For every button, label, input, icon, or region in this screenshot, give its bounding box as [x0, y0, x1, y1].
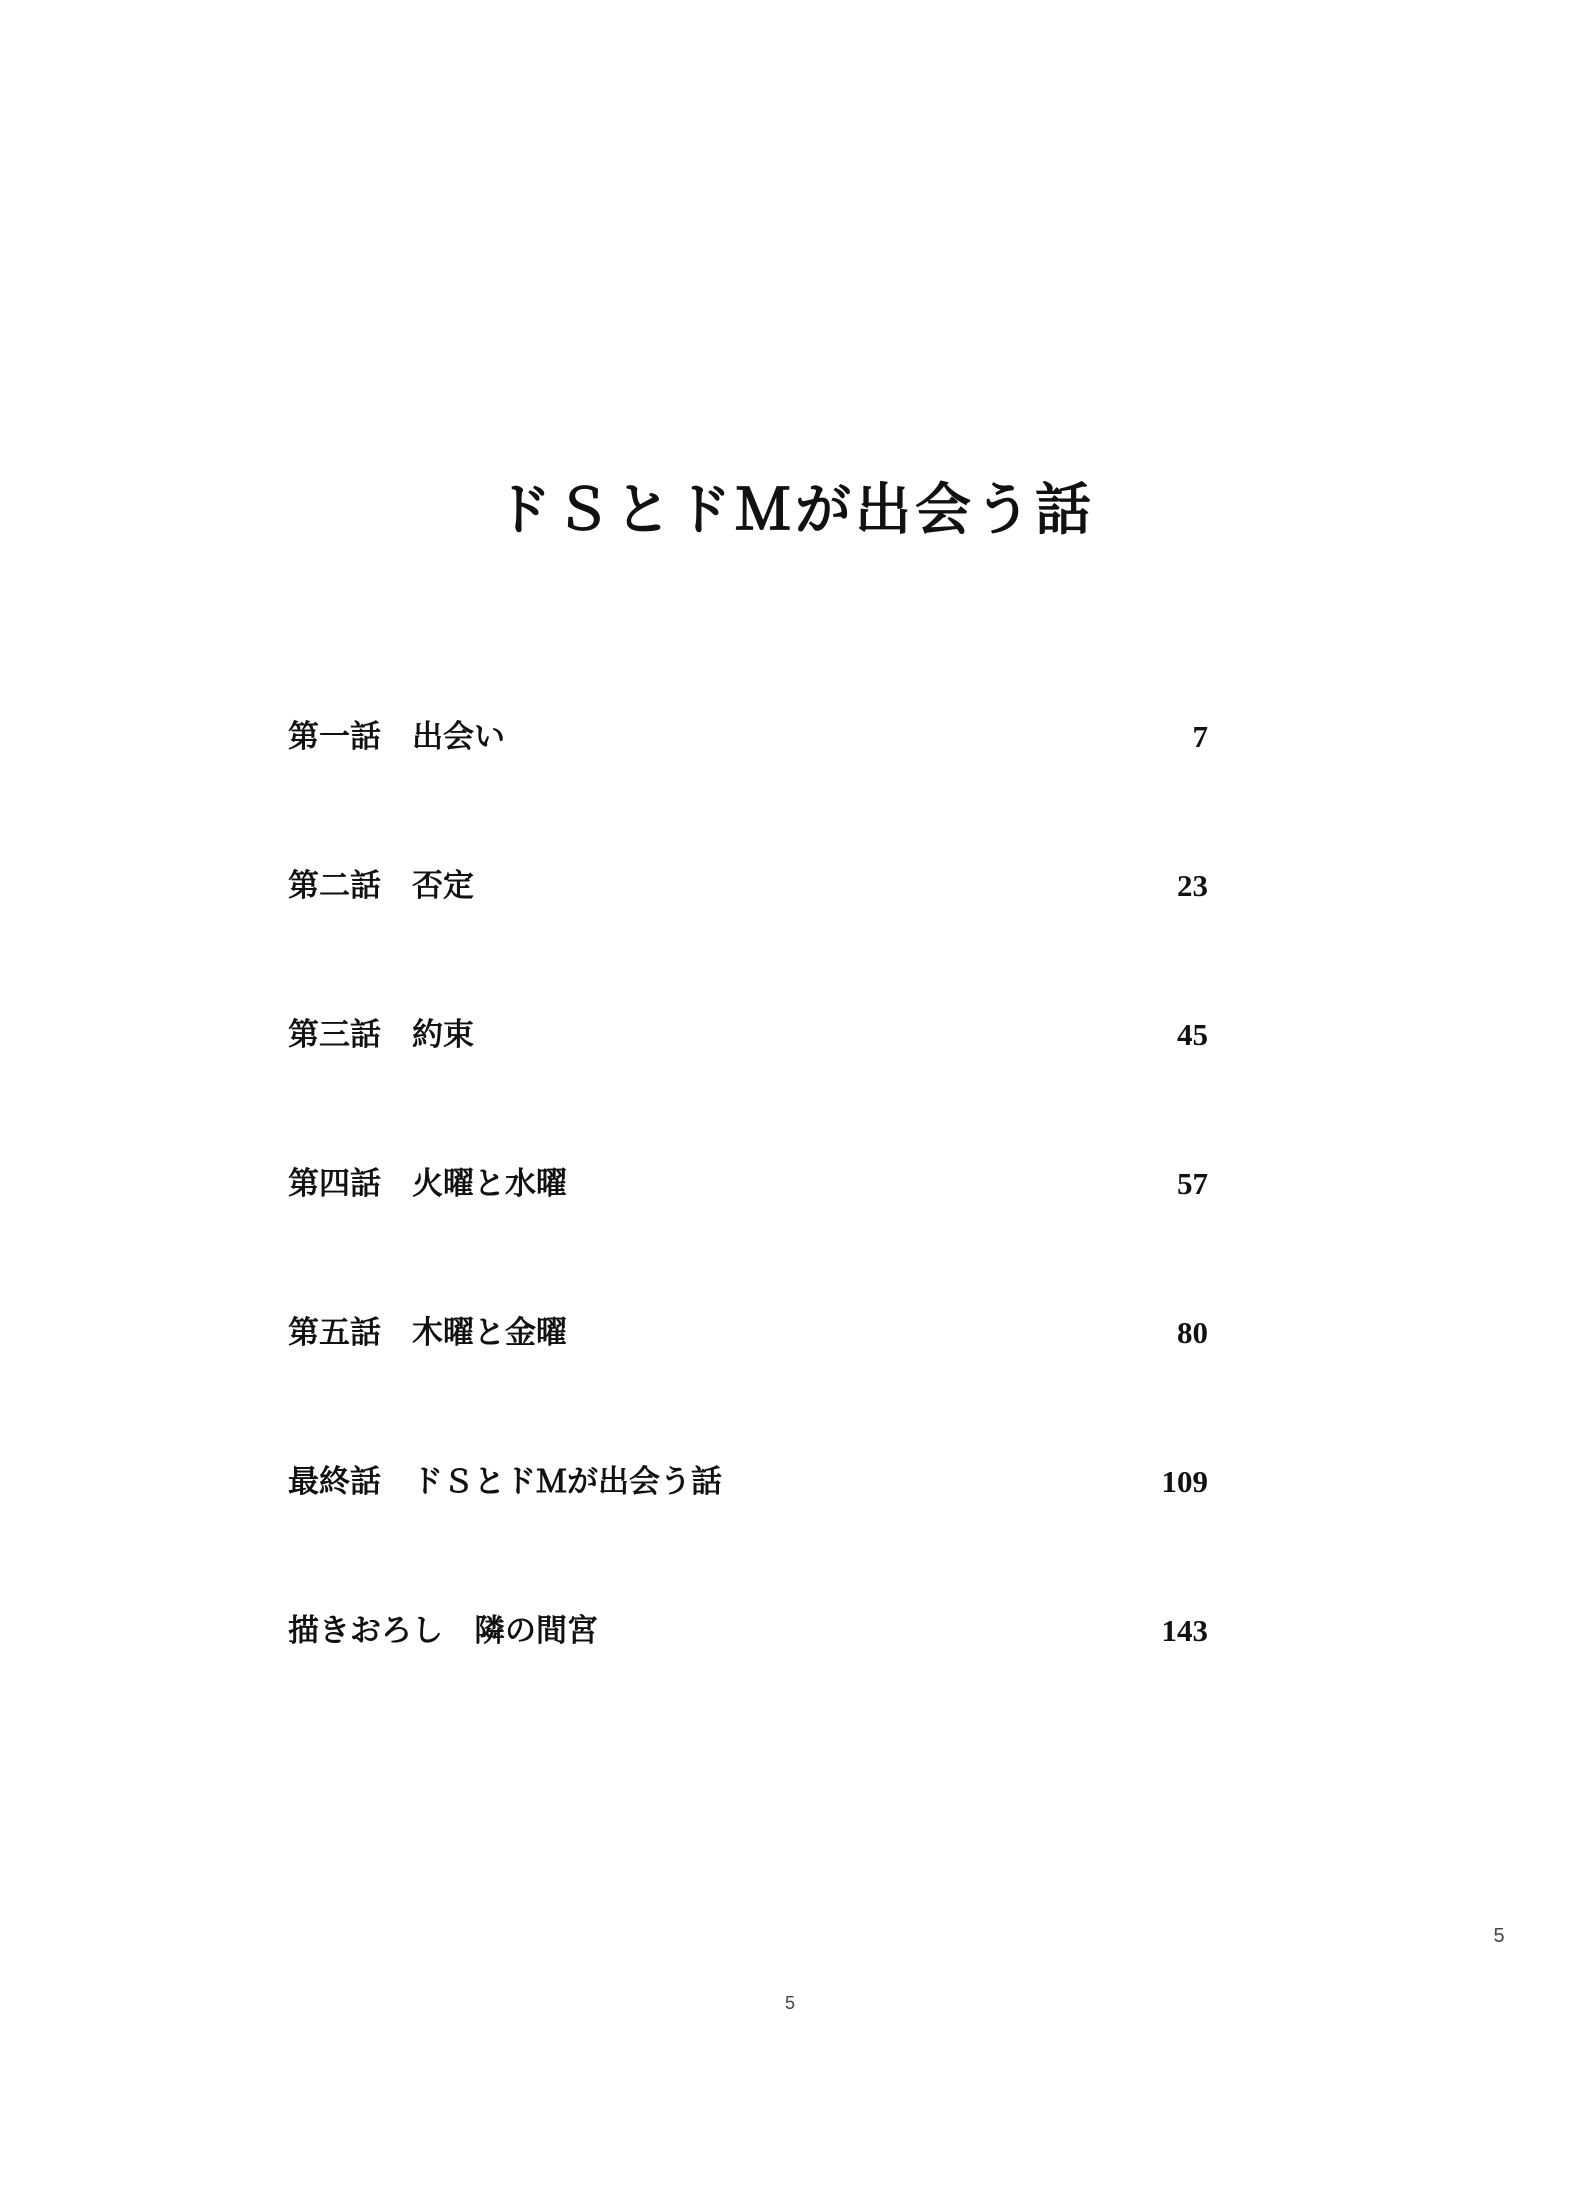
toc-entry-page-number: 109: [1161, 1464, 1208, 1499]
toc-entry-chapter-4: [288, 1147, 1208, 1296]
page-number-right: 5: [1493, 1925, 1505, 1947]
toc-entry-label: 描きおろし 隣の間宮: [288, 1613, 598, 1649]
table-of-contents: [288, 700, 1208, 1743]
page-number-center: 5: [784, 1993, 795, 2013]
toc-entry-label: 第五話 木曜と金曜: [288, 1315, 567, 1351]
toc-entry-label: 第一話 出会い: [288, 719, 505, 755]
toc-entry-chapter-2: [288, 849, 1208, 998]
toc-entry-label: 第二話 否定: [288, 868, 474, 904]
toc-entry-label: 第三話 約束: [288, 1017, 474, 1053]
toc-entry-page-number: 143: [1161, 1613, 1208, 1648]
toc-entry-page-number: 23: [1177, 868, 1208, 903]
toc-entry-page-number: 57: [1177, 1166, 1208, 1201]
toc-entry-page-number: 80: [1177, 1315, 1208, 1350]
toc-entry-chapter-5: [288, 1296, 1208, 1445]
toc-entry-chapter-3: [288, 998, 1208, 1147]
toc-entry-chapter-1: [288, 700, 1208, 849]
toc-entry-label: 第四話 火曜と水曜: [288, 1166, 567, 1202]
toc-entry-page-number: 7: [1192, 719, 1208, 754]
toc-entry-page-number: 45: [1177, 1017, 1208, 1052]
toc-entry-final-chapter: [288, 1445, 1208, 1594]
toc-entry-label: 最終話 ドＳとドＭが出会う話: [288, 1464, 722, 1500]
toc-entry-bonus-story: [288, 1594, 1208, 1743]
book-title: ドＳとドＭが出会う話: [495, 477, 1095, 543]
